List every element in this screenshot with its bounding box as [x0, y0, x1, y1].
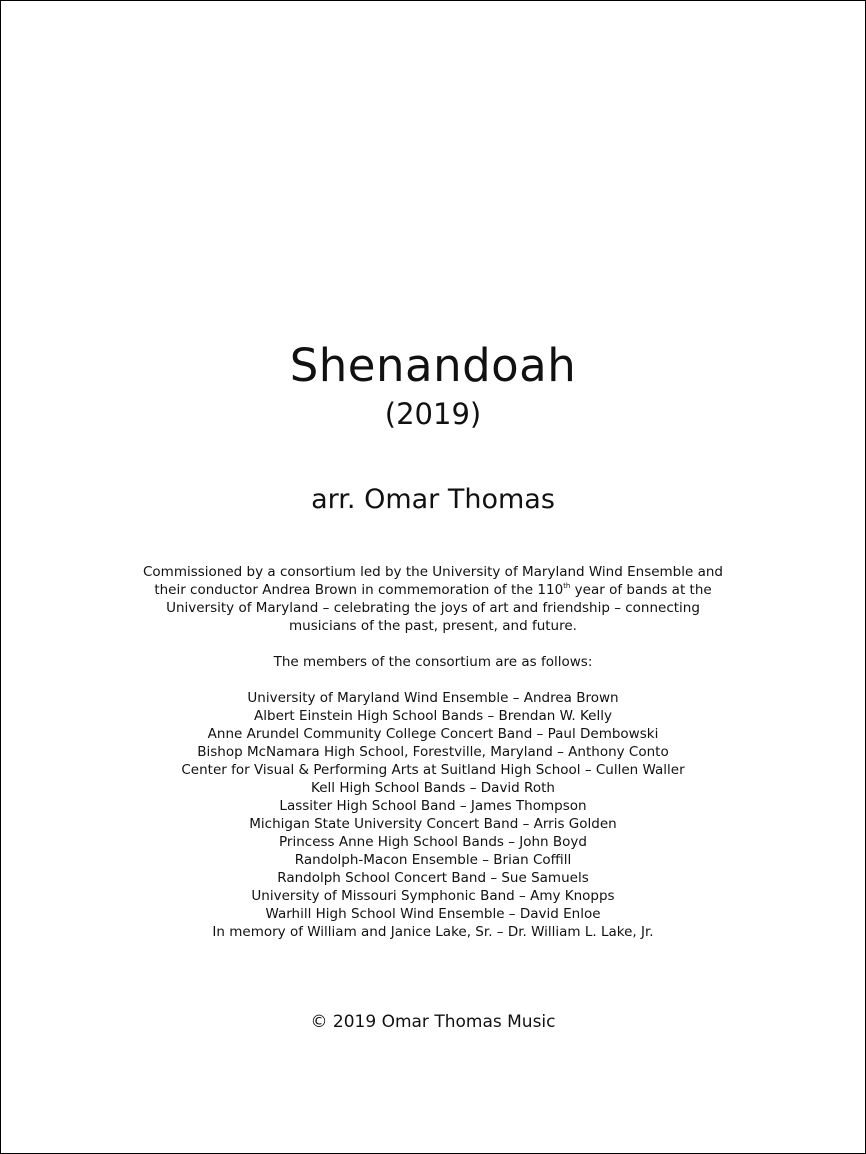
consortium-member: University of Maryland Wind Ensemble – Andrea Brown: [247, 690, 619, 706]
piece-title: Shenandoah: [289, 339, 577, 392]
commission-line-2-start: their conductor Andrea Brown in commemoration of the 110: [154, 582, 564, 598]
arranger-credit: arr. Omar Thomas: [311, 484, 555, 515]
commission-line-2: [1, 581, 865, 599]
consortium-member: Center for Visual & Performing Arts at Suitland High School – Cullen Waller: [181, 762, 685, 778]
consortium-member: Lassiter High School Band – James Thompson: [279, 798, 587, 814]
composition-year: (2019): [384, 397, 482, 431]
consortium-members-list: [1, 689, 865, 941]
consortium-member: Anne Arundel Community College Concert Band – Paul Dembowski: [207, 726, 659, 742]
commission-line-4: musicians of the past, present, and future.: [289, 618, 577, 634]
consortium-member: Bishop McNamara High School, Forestville, Maryland – Anthony Conto: [197, 744, 669, 760]
consortium-member: Princess Anne High School Bands – John Boyd: [279, 834, 587, 850]
commission-line-1: Commissioned by a consortium led by the University of Maryland Wind Ensemble and: [143, 564, 723, 580]
consortium-member: University of Missouri Symphonic Band – Amy Knopps: [251, 888, 615, 904]
consortium-member: Randolph School Concert Band – Sue Samuels: [277, 870, 589, 886]
consortium-member: Randolph-Macon Ensemble – Brian Coffill: [294, 852, 572, 868]
consortium-member: Kell High School Bands – David Roth: [311, 780, 555, 796]
copyright-notice: © 2019 Omar Thomas Music: [310, 1012, 556, 1032]
commission-line-2-end: year of bands at the: [570, 582, 712, 598]
consortium-member: Michigan State University Concert Band – Arris Golden: [249, 816, 617, 832]
commission-line-3: University of Maryland – celebrating the joys of art and friendship – connecting: [166, 600, 700, 616]
consortium-member: In memory of William and Janice Lake, Sr. – Dr. William L. Lake, Jr.: [212, 924, 654, 940]
ordinal-suffix: th: [563, 582, 571, 590]
consortium-member: Warhill High School Wind Ensemble – David Enloe: [265, 906, 601, 922]
commission-statement: [1, 563, 865, 635]
consortium-member: Albert Einstein High School Bands – Brendan W. Kelly: [254, 708, 612, 724]
members-intro: The members of the consortium are as follows:: [273, 654, 593, 670]
